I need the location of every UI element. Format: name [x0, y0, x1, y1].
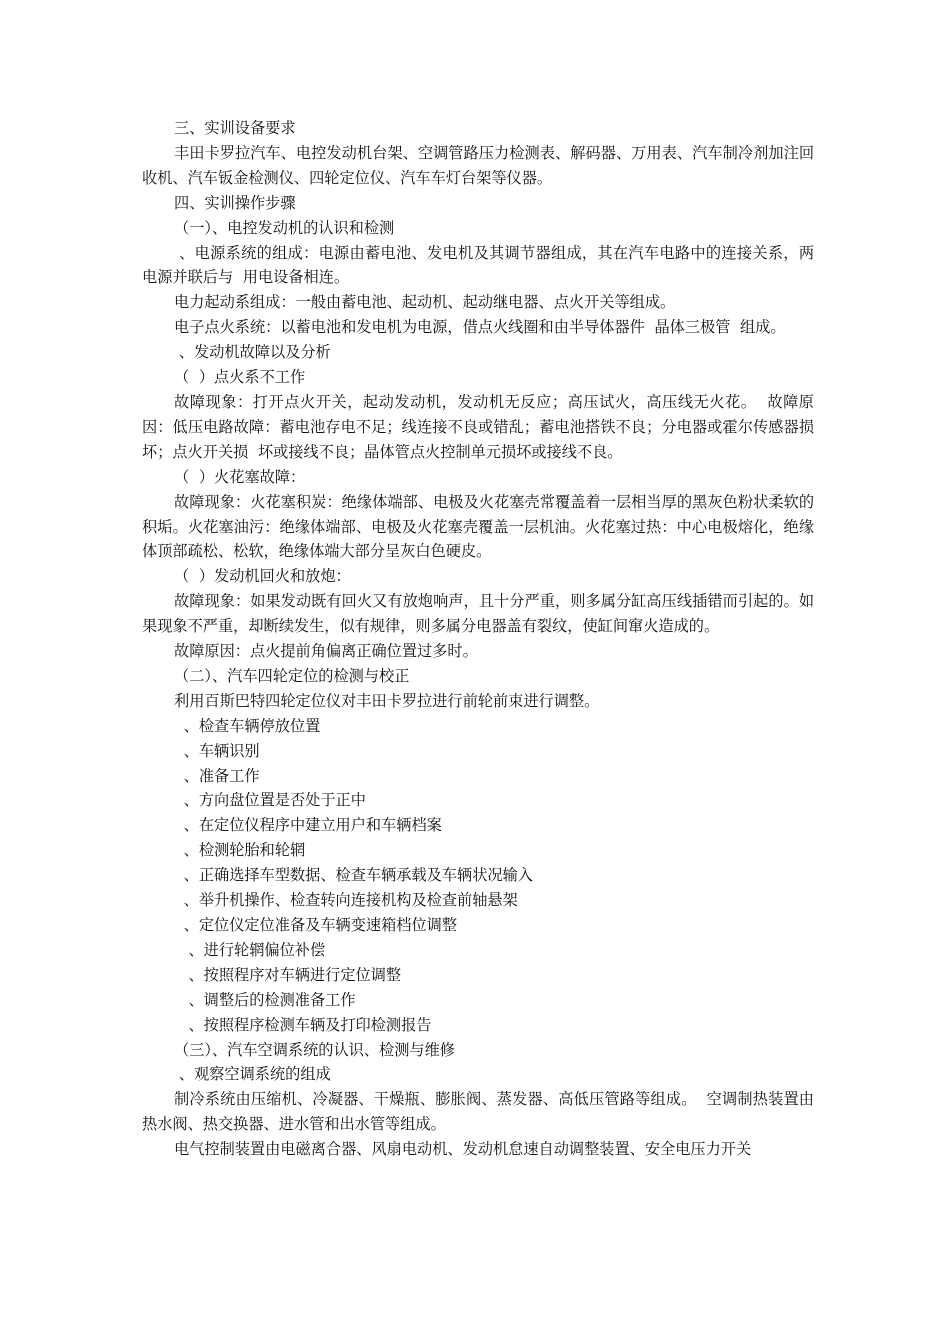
subsection-heading: （三）、汽车空调系统的认识、检测与维修	[174, 1040, 455, 1059]
subsection-heading: （二）、汽车四轮定位的检测与校正	[174, 666, 410, 685]
list-item: 、按照程序对车辆进行定位调整	[174, 965, 402, 984]
list-item: 、在定位仪程序中建立用户和车辆档案	[174, 816, 442, 835]
section-heading: 四、实训操作步骤	[174, 193, 296, 212]
paragraph: 利用百斯巴特四轮定位仪对丰田卡罗拉进行前轮前束进行调整。	[174, 691, 600, 710]
paragraph: 电子点火系统：以蓄电池和发电机为电源，借点火线圈和由半导体器件 晶体三极管 组成。	[174, 318, 786, 337]
paragraph: 制冷系统由压缩机、冷凝器、干燥瓶、膨胀阀、蒸发器、高低压管路等组成。 空调制热装置由热水阀、热交换器、进水管和出水管等组成。	[142, 1090, 814, 1134]
item-heading: （ ）发动机回火和放炮：	[174, 567, 351, 586]
list-item: 、进行轮辋偏位补偿	[174, 940, 326, 959]
list-item: 、准备工作	[174, 766, 260, 785]
list-item: 、举升机操作、检查转向连接机构及检查前轴悬架	[174, 891, 518, 910]
item-heading: （ ）点火系不工作	[174, 368, 306, 387]
list-item: 、按照程序检测车辆及打印检测报告	[174, 1015, 432, 1034]
item-heading: 、观察空调系统的组成	[174, 1065, 331, 1084]
paragraph: 丰田卡罗拉汽车、电控发动机台架、空调管路压力检测表、解码器、万用表、汽车制冷剂加注回收机、汽车钣金检测仪、四轮定位仪、汽车车灯台架等仪器。	[142, 143, 814, 187]
paragraph: 故障原因：点火提前角偏离正确位置过多时。	[174, 642, 478, 661]
subsection-heading: （一）、电控发动机的认识和检测	[174, 218, 395, 237]
paragraph: 故障现象：火花塞积炭：绝缘体端部、电极及火花塞壳常覆盖着一层相当厚的黑灰色粉状柔软的积垢。火花塞油污：绝缘体端部、电极及火花塞壳覆盖一层机油。火花塞过热：中心电极熔化，绝缘体顶部疏松、松软，绝缘体端大部分呈灰白色硬皮。	[142, 492, 814, 561]
list-item: 、检查车辆停放位置	[174, 716, 321, 735]
section-heading: 三、实训设备要求	[174, 119, 296, 137]
paragraph: 电气控制装置由电磁离合器、风扇电动机、发动机怠速自动调整装置、安全电压力开关	[174, 1140, 752, 1159]
paragraph: 电力起动系组成：一般由蓄电池、起动机、起动继电器、点火开关等组成。	[174, 293, 676, 312]
list-item: 、正确选择车型数据、检查车辆承载及车辆状况输入	[174, 866, 533, 885]
paragraph: 故障现象：打开点火开关，起动发动机，发动机无反应；高压试火，高压线无火花。 故障原因：低压电路故障：蓄电池存电不足；线连接不良或错乱；蓄电池搭铁不良；分电器或霍尔传感器损坏；点火开关损 坏或接线不良；晶体管点火控制单元损坏或接线不良。	[142, 392, 814, 461]
subsection-heading: 、发动机故障以及分析	[174, 343, 331, 362]
item-heading: （ ）火花塞故障：	[174, 467, 306, 486]
list-item: 、检测轮胎和轮辋	[174, 841, 306, 860]
list-item: 、调整后的检测准备工作	[174, 990, 356, 1009]
list-item: 、定位仪定位准备及车辆变速箱档位调整	[174, 916, 458, 934]
list-item: 、车辆识别	[174, 741, 260, 760]
paragraph: 故障现象：如果发动既有回火又有放炮响声，且十分严重，则多属分缸高压线插错而引起的。如果现象不严重，却断续发生，似有规律，则多属分电器盖有裂纹，使缸间窜火造成的。	[142, 592, 814, 636]
paragraph: 、电源系统的组成：电源由蓄电池、发电机及其调节器组成，其在汽车电路中的连接关系，两电源并联后与 用电设备相连。	[142, 243, 815, 287]
list-item: 、方向盘位置是否处于正中	[174, 791, 366, 810]
document-body	[142, 116, 814, 1162]
